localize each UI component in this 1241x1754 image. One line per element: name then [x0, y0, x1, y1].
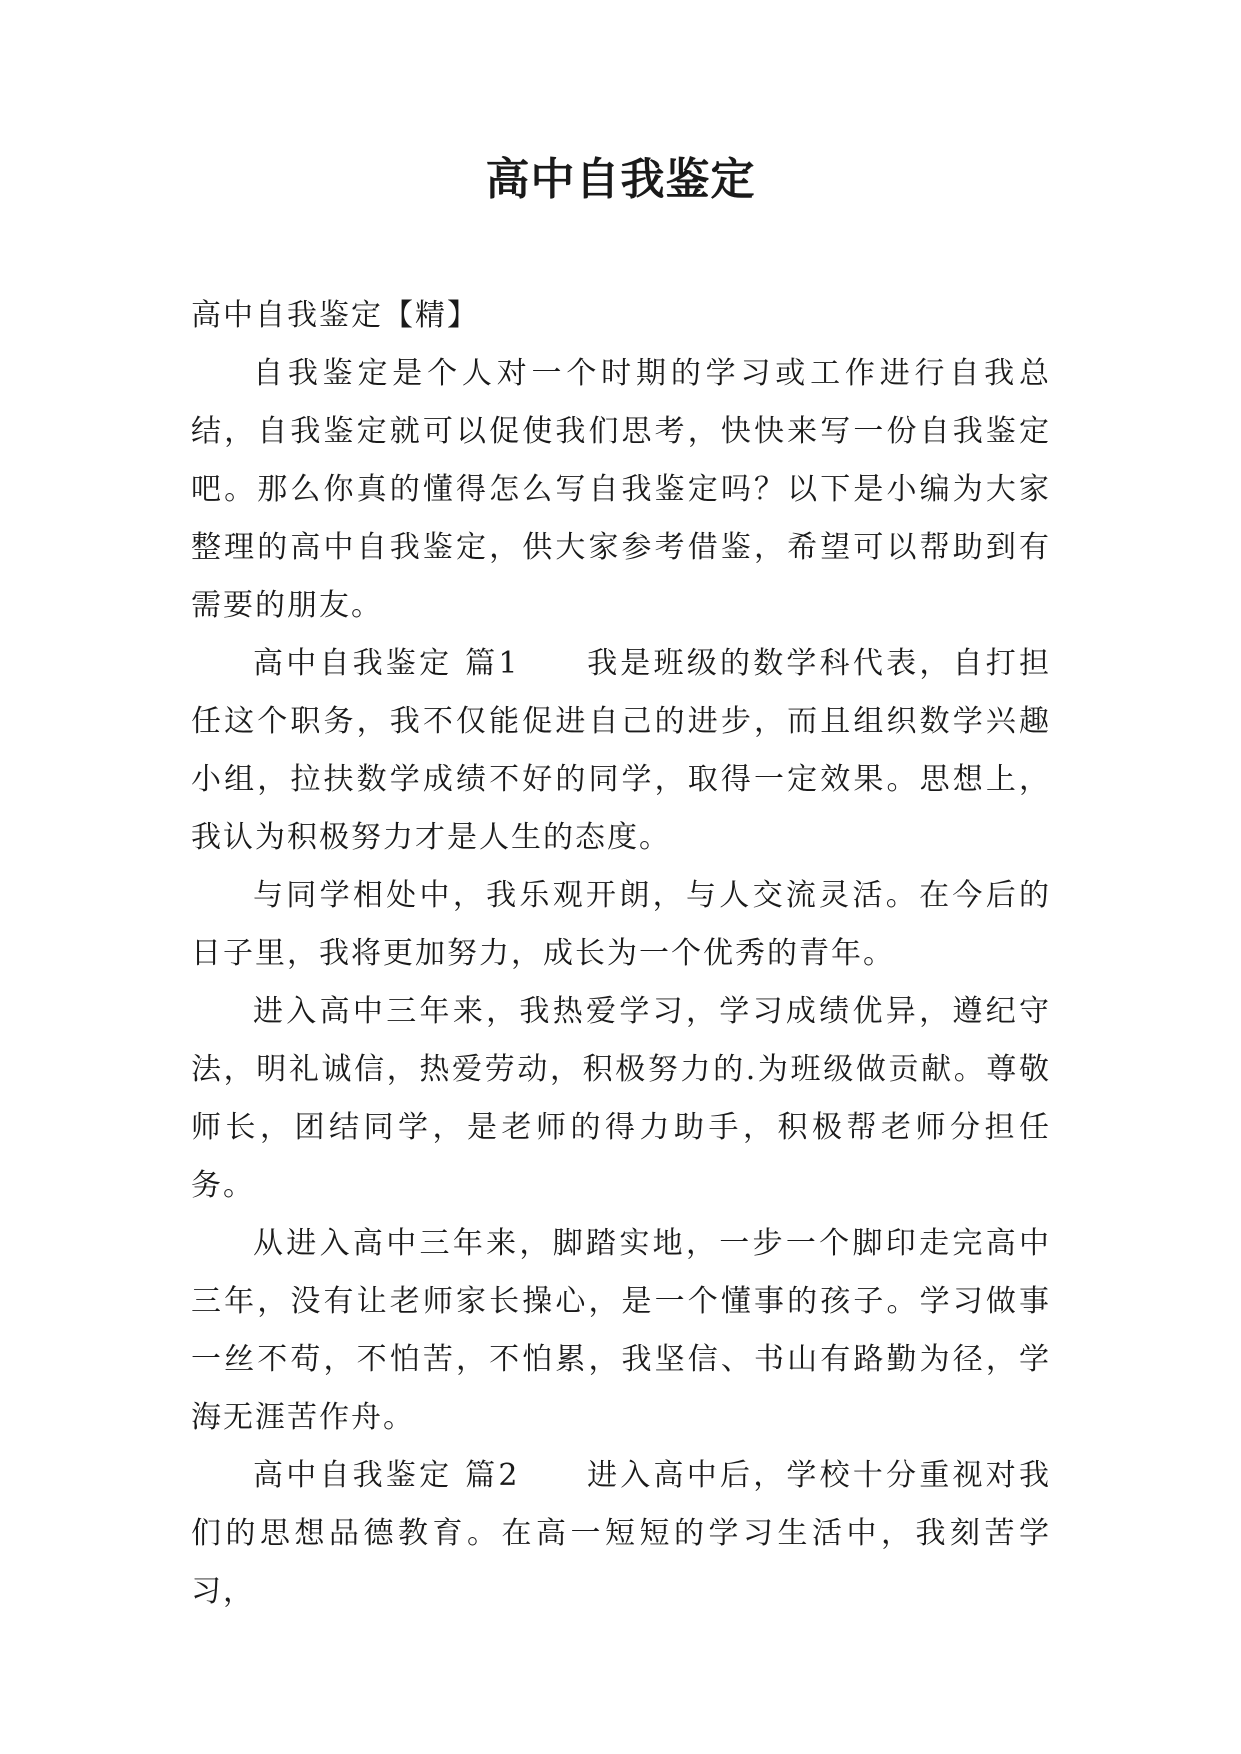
- document-body: [191, 287, 1051, 1621]
- paragraph-part1: 高中自我鉴定 篇1 我是班级的数学科代表，自打担任这个职务，我不仅能促进自己的进步，而且组织数学兴趣小组，拉扶数学成绩不好的同学，取得一定效果。思想上，我认为积极努力才是人生的态度。: [191, 646, 1051, 855]
- paragraph-three-years: 进入高中三年来，我热爱学习，学习成绩优异，遵纪守法，明礼诚信，热爱劳动，积极努力的.为班级做贡献。尊敬师长，团结同学，是老师的得力助手，积极帮老师分担任务。: [191, 994, 1051, 1203]
- paragraph-part2: 高中自我鉴定 篇2 进入高中后，学校十分重视对我们的思想品德教育。在高一短短的学习生活中，我刻苦学习，: [191, 1458, 1051, 1609]
- document-subtitle: 高中自我鉴定【精】: [191, 298, 479, 333]
- document-title: 高中自我鉴定: [485, 154, 756, 205]
- paragraph-intro: 自我鉴定是个人对一个时期的学习或工作进行自我总结，自我鉴定就可以促使我们思考，快快来写一份自我鉴定吧。那么你真的懂得怎么写自我鉴定吗？以下是小编为大家整理的高中自我鉴定，供大家参考借鉴，希望可以帮助到有需要的朋友。: [191, 356, 1051, 623]
- paragraph-classmates: 与同学相处中，我乐观开朗，与人交流灵活。在今后的日子里，我将更加努力，成长为一个优秀的青年。: [191, 878, 1051, 971]
- paragraph-down-to-earth: 从进入高中三年来，脚踏实地，一步一个脚印走完高中三年，没有让老师家长操心，是一个懂事的孩子。学习做事一丝不苟，不怕苦，不怕累，我坚信、书山有路勤为径，学海无涯苦作舟。: [191, 1226, 1051, 1435]
